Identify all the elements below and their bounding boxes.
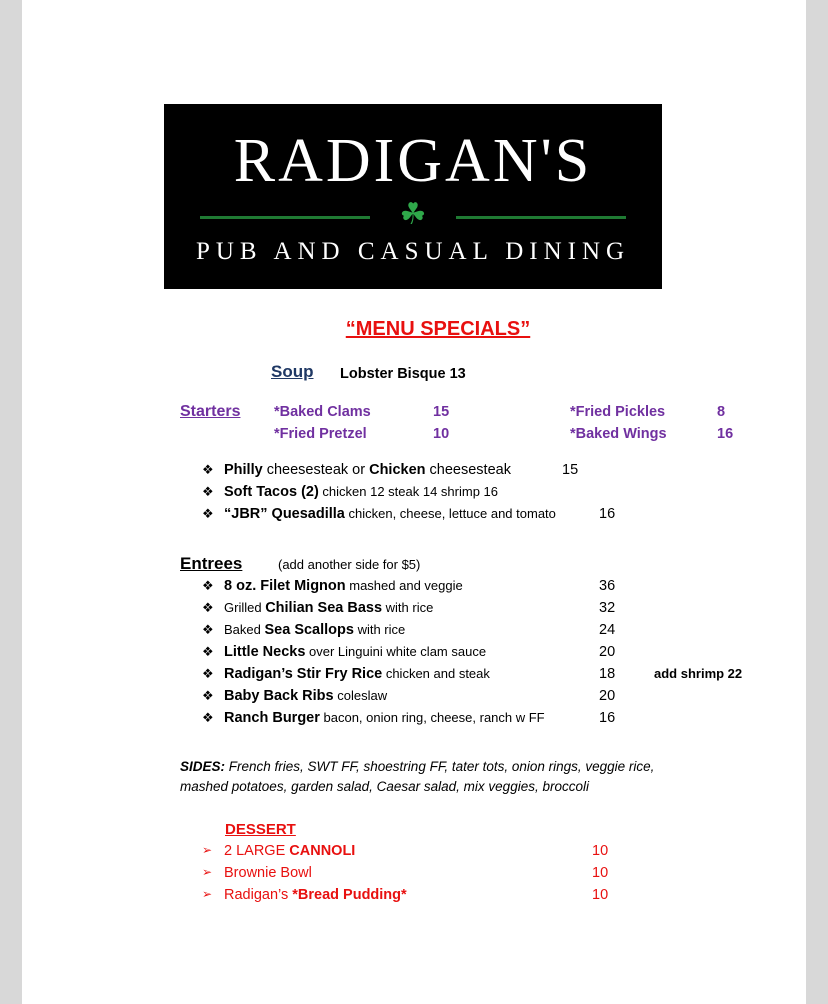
- item-name: Chilian Sea Bass: [265, 600, 383, 616]
- item-price: 36: [599, 578, 616, 594]
- item-name: Soft Tacos (2): [224, 484, 319, 500]
- item-name: 8 oz. Filet Mignon: [224, 578, 346, 594]
- item-price: 10: [592, 887, 609, 903]
- item-prefix: Baked: [224, 622, 265, 637]
- list-item: [202, 578, 722, 600]
- menu-specials-heading: [158, 318, 718, 341]
- sides-label: SIDES:: [180, 759, 226, 774]
- dessert-list: [202, 843, 702, 909]
- item-price: 16: [599, 710, 616, 726]
- dessert-section-label: DESSERT: [225, 821, 296, 838]
- item-price: 10: [592, 843, 609, 859]
- list-item: [202, 666, 743, 688]
- list-item: [202, 462, 722, 484]
- starter-items-list: [202, 462, 722, 528]
- diamond-bullet-icon: ❖: [202, 644, 214, 659]
- item-detail: with rice: [353, 622, 406, 637]
- list-item: [202, 710, 722, 732]
- item-detail: cheesesteak or: [262, 462, 370, 478]
- starters-grid: [274, 404, 734, 448]
- item-name: Philly: [224, 462, 263, 478]
- entrees-list: [202, 578, 743, 732]
- diamond-bullet-icon: ❖: [202, 578, 214, 593]
- item-price: 16: [599, 506, 616, 522]
- list-item: [202, 484, 722, 506]
- list-item: [202, 622, 722, 644]
- logo-title: RADIGAN'S: [233, 127, 593, 195]
- starter-price: 8: [717, 404, 726, 420]
- item-detail: 2 LARGE: [224, 843, 290, 859]
- item-addon: add shrimp 22: [654, 666, 743, 681]
- diamond-bullet-icon: ❖: [202, 688, 214, 703]
- diamond-bullet-icon: ❖: [202, 506, 214, 521]
- item-name: Radigan’s Stir Fry Rice: [224, 666, 383, 682]
- arrow-bullet-icon: ➢: [202, 843, 213, 857]
- diamond-bullet-icon: ❖: [202, 484, 214, 499]
- item-name: Ranch Burger: [224, 710, 320, 726]
- clover-icon: ☘: [399, 198, 427, 231]
- item-prefix: Grilled: [224, 600, 266, 615]
- starters-section-label: Starters: [180, 403, 241, 420]
- item-detail: bacon, onion ring, cheese, ranch w FF: [319, 710, 545, 725]
- soup-section-label: Soup: [271, 362, 314, 381]
- item-description: [224, 865, 312, 881]
- starters-row: [274, 404, 726, 426]
- item-price: 10: [592, 865, 609, 881]
- list-item: [202, 506, 722, 528]
- item-description: [224, 506, 556, 522]
- item-price: 15: [562, 462, 579, 478]
- arrow-bullet-icon: ➢: [202, 865, 213, 879]
- item-description: [224, 462, 511, 478]
- item-description: [224, 666, 490, 682]
- item-price: 32: [599, 600, 616, 616]
- item-name: “JBR” Quesadilla: [224, 506, 345, 522]
- item-description: [224, 688, 387, 704]
- item-price: 20: [599, 644, 616, 660]
- item-name: Little Necks: [224, 644, 306, 660]
- item-name: Baby Back Ribs: [224, 688, 334, 704]
- starter-name: *Baked Clams: [274, 404, 371, 420]
- item-description: [224, 843, 355, 859]
- starter-name: *Baked Wings: [570, 426, 667, 442]
- item-description: [224, 644, 486, 660]
- item-description: [224, 600, 433, 616]
- list-item: [202, 644, 722, 666]
- diamond-bullet-icon: ❖: [202, 462, 214, 477]
- item-detail: with rice: [382, 600, 434, 615]
- item-name: CANNOLI: [289, 843, 356, 859]
- item-detail-alt: cheesesteak: [425, 462, 511, 478]
- list-item: [202, 600, 722, 622]
- item-detail: mashed and veggie: [345, 578, 463, 593]
- item-name: *Bread Pudding*: [292, 887, 407, 903]
- starter-name: *Fried Pickles: [570, 404, 666, 420]
- item-description: [224, 887, 407, 903]
- list-item: [202, 887, 702, 909]
- restaurant-logo: [164, 104, 662, 289]
- item-detail: over Linguini white clam sauce: [305, 644, 487, 659]
- starter-price: 10: [433, 426, 450, 442]
- arrow-bullet-icon: ➢: [202, 887, 213, 901]
- entrees-note: (add another side for $5): [278, 557, 421, 572]
- item-price: 20: [599, 688, 616, 704]
- starter-price: 16: [717, 426, 734, 442]
- item-detail: Radigan’s: [224, 887, 293, 903]
- item-detail: chicken, cheese, lettuce and tomato: [344, 506, 556, 521]
- menu-specials-text: “MENU SPECIALS”: [345, 318, 531, 340]
- starter-price: 15: [433, 404, 450, 420]
- sides-text: French fries, SWT FF, shoestring FF, tater tots, onion rings, veggie rice, mashed potatoes, garden salad, Caesar salad, mix veggies, broccoli: [180, 759, 655, 794]
- diamond-bullet-icon: ❖: [202, 666, 214, 681]
- item-name-alt: Chicken: [369, 462, 426, 478]
- diamond-bullet-icon: ❖: [202, 600, 214, 615]
- item-price: 18: [599, 666, 616, 682]
- menu-page: [22, 0, 806, 1004]
- soup-item: Lobster Bisque 13: [340, 366, 466, 382]
- list-item: [202, 843, 702, 865]
- list-item: [202, 865, 702, 887]
- item-description: [224, 622, 405, 638]
- diamond-bullet-icon: ❖: [202, 622, 214, 637]
- sides-section: [180, 757, 690, 796]
- starters-row: [274, 426, 734, 448]
- list-item: [202, 688, 722, 710]
- item-description: [224, 578, 463, 594]
- item-detail: chicken 12 steak 14 shrimp 16: [318, 484, 499, 499]
- item-description: [224, 484, 498, 500]
- logo-subtitle: PUB AND CASUAL DINING: [195, 238, 631, 265]
- item-detail: chicken and steak: [382, 666, 490, 681]
- item-name: Sea Scallops: [264, 622, 354, 638]
- item-price: 24: [599, 622, 616, 638]
- starter-name: *Fried Pretzel: [274, 426, 367, 442]
- entrees-section-label: Entrees: [180, 554, 243, 573]
- item-detail: coleslaw: [333, 688, 388, 703]
- item-description: [224, 710, 545, 726]
- item-detail: Brownie Bowl: [224, 865, 312, 881]
- diamond-bullet-icon: ❖: [202, 710, 214, 725]
